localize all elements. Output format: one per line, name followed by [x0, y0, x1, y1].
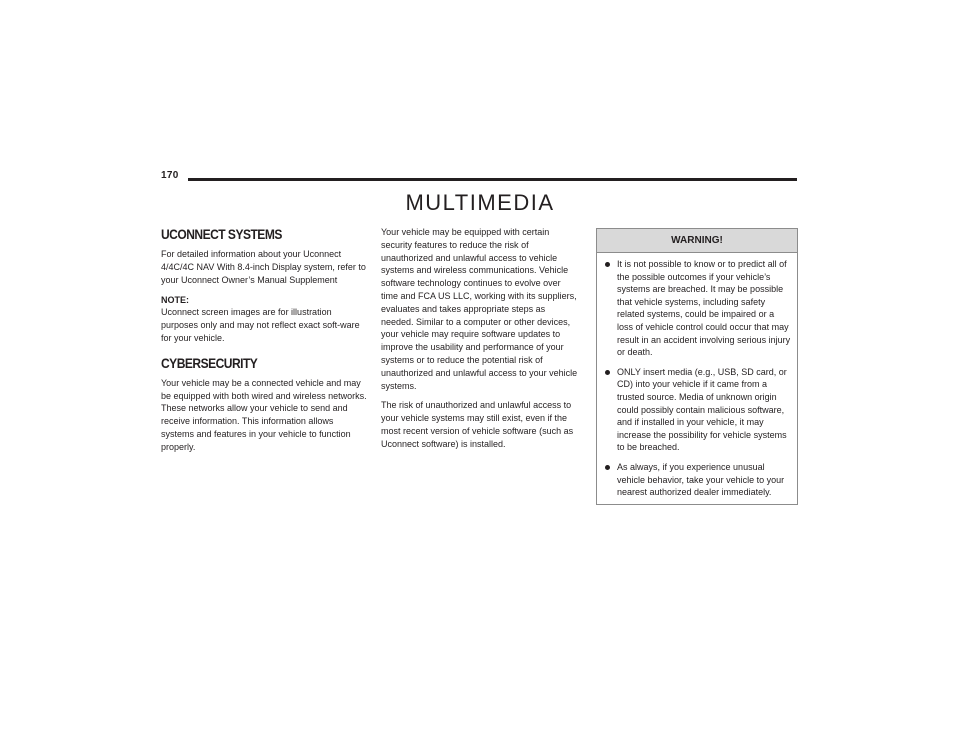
- warning-title: WARNING!: [597, 229, 797, 253]
- uconnect-paragraph: For detailed information about your Uconnect 4/4C/4C NAV With 8.4-inch Display system, refer to your Uconnect Owner’s Manual Supplement: [161, 249, 366, 285]
- middle-column: [381, 226, 579, 458]
- left-column: [161, 226, 367, 460]
- bullet-icon: [605, 370, 610, 375]
- cybersecurity-paragraph-1: Your vehicle may be a connected vehicle and may be equipped with both wired and wireless networks. These networks allow your vehicle to send and receive information. This information allows systems and features in your vehicle to function properly.: [161, 377, 367, 452]
- warning-item-text: ONLY insert media (e.g., USB, SD card, or CD) into your vehicle if it came from a trusted source. Media of unknown origin could possibly contain malicious software, and if installed in your vehicle, it may increase the possibility for vehicle systems to be breached.: [617, 366, 787, 453]
- note-text: Uconnect screen images are for illustration purposes only and may not reflect exact soft-ware for your vehicle.: [161, 307, 360, 343]
- uconnect-systems-heading: UCONNECT SYSTEMS: [161, 226, 282, 242]
- cybersecurity-paragraph-3: The risk of unauthorized and unlawful access to your vehicle systems may still exist, even if the most recent version of vehicle software (such as Uconnect software) is installed.: [381, 400, 574, 449]
- section-title: MULTIMEDIA: [405, 190, 555, 215]
- warning-box: [596, 228, 798, 505]
- warning-item-text: It is not possible to know or to predict all of the possible outcomes if your vehicle’s systems are breached. It may be possible that vehicle systems, including safety related systems, could be impaired or a loss of vehicle control could occur that may result in an accident involving serious injury or death.: [617, 259, 791, 358]
- cybersecurity-heading: CYBERSECURITY: [161, 354, 258, 371]
- header-rule: [188, 178, 797, 181]
- warning-item-text: As always, if you experience unusual vehicle behavior, take your vehicle to your nearest authorized dealer immediately.: [617, 461, 785, 498]
- warning-item: [603, 461, 791, 499]
- note-label: NOTE:: [161, 295, 189, 306]
- bullet-icon: [605, 465, 610, 470]
- warning-list: [597, 253, 797, 504]
- page-number: 170: [161, 170, 179, 181]
- cybersecurity-paragraph-2: Your vehicle may be equipped with certain security features to reduce the risk of unauthorized and unlawful access to vehicle systems and wireless communications. Vehicle software technology continues to evolve over time and FCA US LLC, working with its suppliers, evaluates and takes appropriate steps as needed. Similar to a computer or other devices, your vehicle may require software updates to improve the usability and performance of your systems or to reduce the potential risk of unauthorized and unlawful access to your vehicle systems.: [381, 227, 578, 391]
- warning-item: [603, 366, 791, 454]
- warning-item: [603, 258, 791, 359]
- bullet-icon: [605, 262, 610, 267]
